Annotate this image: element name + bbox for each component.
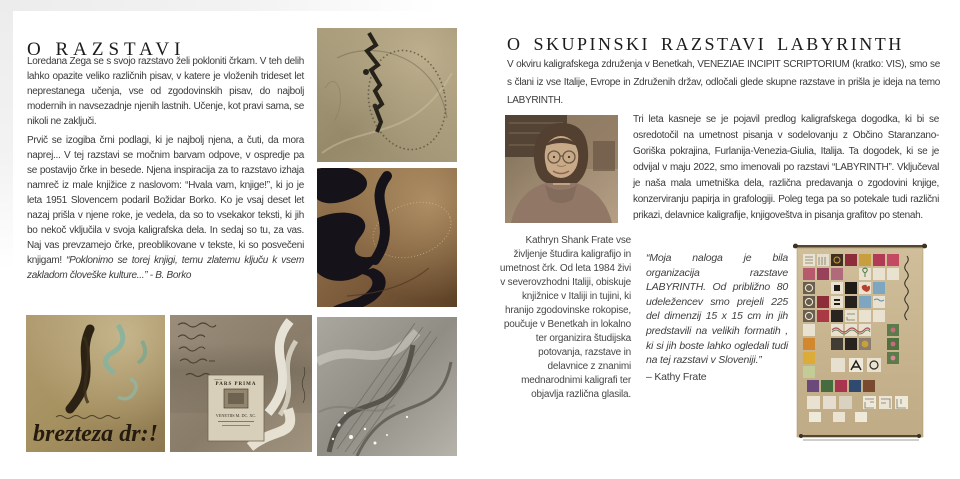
left-paragraph-2 <box>27 133 304 283</box>
left-paragraph-2-text: Prvič se izogiba črni podlagi, ki je najbolj njena, a čuti, da mora naprej... V tej razstavi se močnim barvam odpove, v ospredje pa se postavijo črke in besede. Njena inspiracija za to razstavo izhaja namreč iz male knjižice z naslovom: “Hvala vam, knjige!”, ki jo je leta 1951 Slovencem podaril Božidar Borko. Ko je vsaj deset let nazaj prišla v njene roke, je vedela, da so to vsekakor teksti, ki jih bo nekoč vključila v svoja kaligrafska dela. In sedaj so tu, za vas. Naj vas prevzamejo črke, preoblikovane v tekste, ki so posvečeni knjigam! <box>27 135 304 266</box>
artwork-4-painted-text: brezteza dr:! <box>33 421 158 447</box>
right-paragraph-2: Tri leta kasneje se je pojavil predlog kaligrafskega dogodka, ki bi se osredotočil na umetnost pisanja v sodelovanju z Občino Staranzano- Goriška pokrajina, Furlanija-Venezia-Giulia, Italija. Ta dogodek, ki se je odvijal v maju 2022, smo imenovali po razstavi “LABYRINTH”. Vključeval je naša mala umetniška dela, različna predavanja o zgodovini knjige, konzerviranju papirja in grafologiji. Poleg tega pa so potekale tudi različni prikazi, delavnice kaligrafije, knjigoveštva in pisanja grafitov po stenah. <box>633 114 939 221</box>
artwork-2-graphic <box>317 168 457 307</box>
artwork-1-graphic <box>317 28 457 162</box>
quote-text: “Moja naloga je bila organizacija razstave LABYRINTH. Od približno 80 udeležencev smo prejeli 225 del dimenzij 15 x 15 cm in jih predstavili na velikih formatih , ki si jih boste lahko ogledali tudi na tej razstavi v Sloveniji.” <box>646 252 788 367</box>
portrait-photo <box>505 115 618 223</box>
artwork-photo-3 <box>317 317 457 456</box>
page-left-body <box>27 54 304 287</box>
portrait-graphic <box>505 115 618 223</box>
artwork-photo-5 <box>170 315 312 452</box>
artwork-photo-4 <box>26 315 165 452</box>
quote-attribution: – Kathy Frate <box>646 370 707 383</box>
artwork-3-graphic <box>317 317 457 456</box>
labyrinth-textile-photo <box>793 240 927 448</box>
borko-quote: “Poklonimo se torej knjigi, temu zlatemu ključu k vsem zakladom človeške kulture...” - B. Borko <box>27 255 304 281</box>
scan-edge-top <box>0 0 460 11</box>
book-page-title-text: PARS PRIMA <box>215 382 257 387</box>
artwork-photo-2 <box>317 168 457 307</box>
textile-graphic <box>793 240 927 448</box>
left-paragraph-1: Loredana Zega se s svojo razstavo želi pokloniti črkam. V teh delih lahko opazite veliko različnih pisav, v katere je vloženih trideset let neprestanega učenja, vse od zgodovinskih pisav, do najbolj modernih in navsezadnje njenih lastnih. Učenje, kot pravi sama, se nikoli ne zaključi. <box>27 56 304 127</box>
kathy-frate-quote <box>646 251 788 384</box>
portrait-caption: Kathryn Shank Frate vse življenje študira kaligrafijo in umetnost črk. Od leta 1984 živi v severovzhodni Italiji, obiskuje knjižnice v Italiji in tujini, ki hranijo zgodovinske rokopise, poučuje v Benetkah in lokalno ter organizira študijska potovanja, razstave in delavnice z znanimi mednarodnimi kaligrafi ter objavlja različna glasila. <box>499 235 631 400</box>
artwork-5-book-page <box>208 375 264 441</box>
book-page-imprint-text: VENETIIS M. DC. XC. <box>215 413 257 418</box>
scan-edge-left <box>0 0 13 270</box>
page-right-title: O SKUPINSKI RAZSTAVI LABYRINTH <box>507 34 904 55</box>
artwork-4-graphic <box>26 315 165 452</box>
artwork-photo-1 <box>317 28 457 162</box>
right-paragraph-1: V okviru kaligrafskega združenja v Benetkah, VENEZIAE INCIPIT SCRIPTORIUM (kratko: VIS), smo se s člani iz vse Italije, Evrope in Združenih držav, odločali glede skupne razstave in prišla je ideja na temo LABYRINTH. <box>507 59 940 106</box>
page-left-title: O RAZSTAVI <box>27 38 186 60</box>
artwork-5-graphic <box>170 315 312 452</box>
